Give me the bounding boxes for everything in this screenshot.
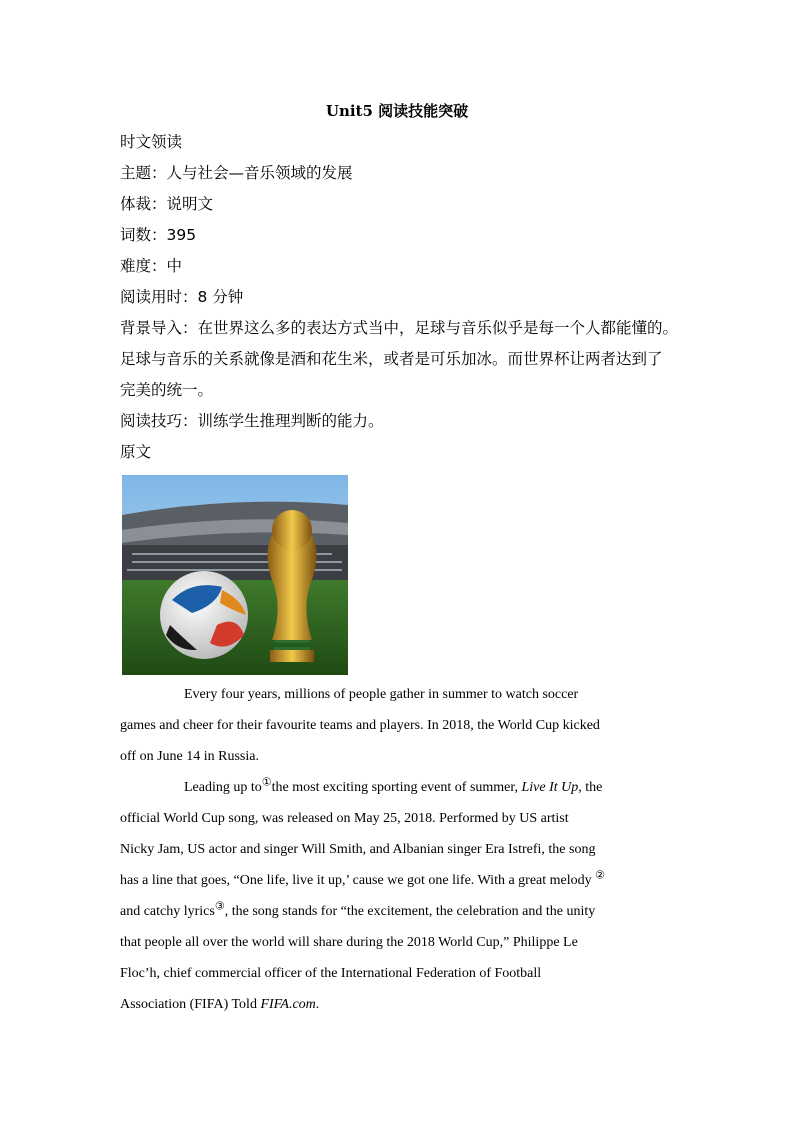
section-label: 时文领读: [120, 133, 183, 151]
p1-line-3: off on June 14 in Russia.: [120, 749, 259, 764]
p2-l8-b: .: [315, 997, 320, 1012]
p2-line-6: that people all over the world will share during the 2018 World Cup,” Philippe Le: [120, 935, 578, 950]
background-line-2: 足球与音乐的关系就像是酒和花生米，或者是可乐加冰。而世界杯让两者达到了: [120, 350, 663, 368]
p2-line-1: [120, 772, 680, 803]
p2-l5-a: and catchy lyrics: [120, 904, 215, 919]
p2-line-8: [120, 989, 680, 1020]
annotation-mark-3: ③: [214, 900, 225, 913]
time-line: 阅读用时：8 分钟: [120, 288, 244, 306]
worldcup-photo: [122, 475, 348, 675]
word-count-line: 词数：395: [120, 226, 197, 244]
paragraph-2: [120, 772, 680, 1020]
p2-l1-c: , the: [578, 780, 603, 795]
background-line-1: 背景导入：在世界这么多的表达方式当中，足球与音乐似乎是每一个人都能懂的。: [120, 319, 679, 337]
original-label: 原文: [120, 443, 152, 461]
p2-line-2: official World Cup song, was released on May 25, 2018. Performed by US artist: [120, 811, 569, 826]
p1-line-2: games and cheer for their favourite teams and players. In 2018, the World Cup kicked: [120, 718, 600, 733]
page-title: Unit5 阅读技能突破: [325, 102, 469, 120]
song-title: Live It Up: [521, 780, 579, 795]
theme-line: 主题：人与社会—音乐领域的发展: [120, 164, 353, 182]
p2-l4-text: has a line that goes, “One life, live it up,’ cause we got one life. With a great melody: [120, 873, 592, 888]
genre-line: 体裁：说明文: [120, 195, 214, 213]
worldcup-image: [122, 475, 348, 675]
annotation-mark-1: ①: [261, 776, 272, 789]
p2-line-5: [120, 896, 680, 927]
p2-l8-a: Association (FIFA) Told: [120, 997, 261, 1012]
fifa-link-text: FIFA.com: [260, 997, 316, 1012]
skill-line: 阅读技巧：训练学生推理判断的能力。: [120, 412, 384, 430]
p1-line-1: Every four years, millions of people gather in summer to watch soccer: [184, 687, 579, 702]
p2-line-3: Nicky Jam, US actor and singer Will Smith, and Albanian singer Era Istrefi, the song: [120, 842, 596, 857]
paragraph-1: [120, 679, 680, 772]
difficulty-line: 难度：中: [120, 257, 183, 275]
p2-l5-b: , the song stands for “the excitement, the celebration and the unity: [224, 904, 596, 919]
p2-l1-a: Leading up to: [184, 780, 262, 795]
p2-line-7: Floc’h, chief commercial officer of the International Federation of Football: [120, 966, 542, 981]
p2-line-4: [120, 865, 680, 896]
lesson-meta: [120, 127, 680, 468]
annotation-mark-2: ②: [595, 869, 606, 882]
p2-l1-b: the most exciting sporting event of summer,: [271, 780, 522, 795]
background-line-3: 完美的统一。: [120, 381, 214, 399]
